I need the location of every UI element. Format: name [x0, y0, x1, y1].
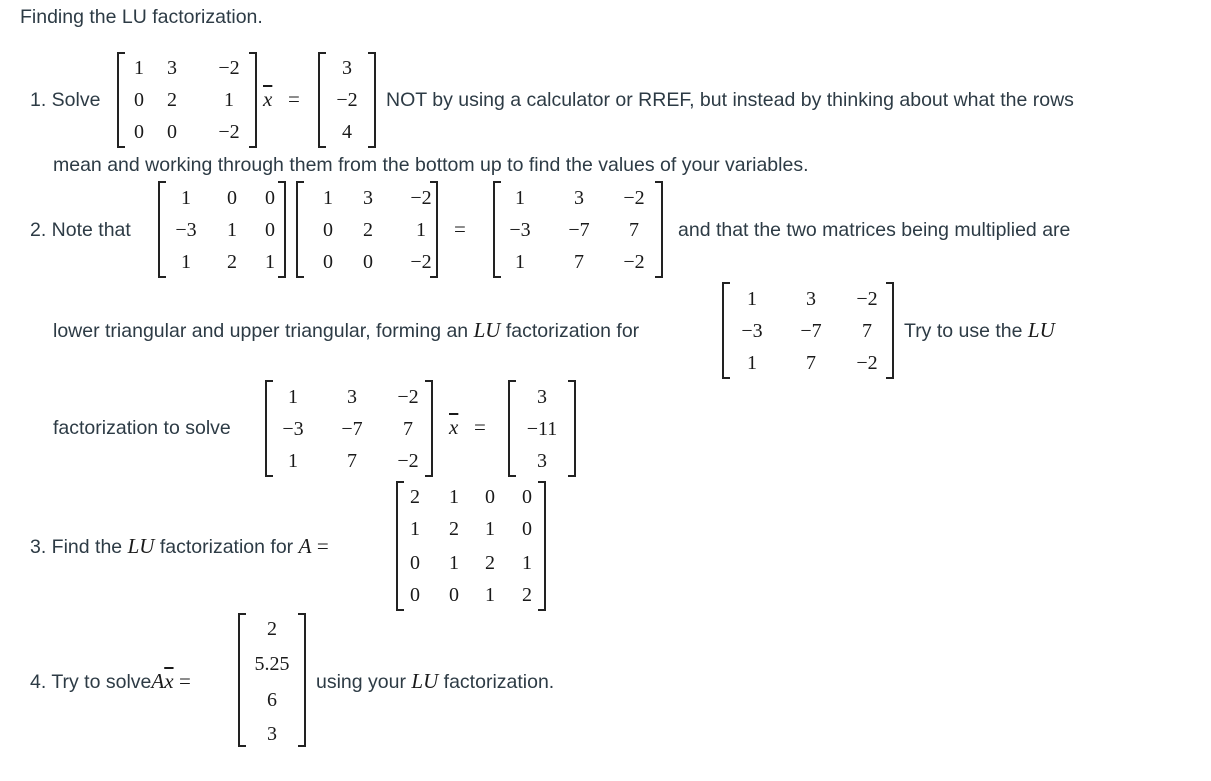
matrix-cell: 1 — [747, 288, 757, 310]
matrix-cell: 3 — [267, 723, 277, 745]
matrix-cell: −7 — [800, 320, 822, 342]
matrix-cell: 0 — [265, 219, 275, 241]
q4-text-post: using your LU factorization. — [316, 669, 555, 693]
q2-text-d: factorization to solve — [53, 417, 231, 439]
q4-text: 4. Try to $solveA\overline{x}$ = — [30, 669, 191, 693]
matrix-cell: 1 — [449, 486, 459, 508]
q1-text-a: NOT by using a calculator or RREF, but instead by thinking about what the rows — [386, 89, 1074, 111]
matrix-cell: −3 — [282, 418, 304, 440]
matrix-cell: 0 — [227, 187, 237, 209]
matrix-cell: −7 — [568, 219, 590, 241]
matrix-cell: 1 — [134, 57, 144, 79]
matrix-cell: 7 — [403, 418, 413, 440]
matrix-cell: 1 — [323, 187, 333, 209]
matrix-cell: 0 — [485, 486, 495, 508]
matrix-cell: 1 — [485, 584, 495, 606]
matrix-cell: −2 — [397, 450, 419, 472]
matrix-cell: 1 — [288, 450, 298, 472]
matrix-cell: −2 — [397, 386, 419, 408]
matrix-cell: −2 — [623, 187, 645, 209]
matrix-cell: 0 — [134, 89, 144, 111]
matrix-cell: −2 — [218, 121, 240, 143]
matrix-cell: 2 — [410, 486, 420, 508]
matrix-cell: 3 — [537, 386, 547, 408]
matrix-cell: 0 — [265, 187, 275, 209]
q1-x-vector: $\overline{x}$ — [263, 87, 273, 111]
matrix-cell: 1 — [449, 552, 459, 574]
matrix-cell: 0 — [449, 584, 459, 606]
matrix-cell: 3 — [363, 187, 373, 209]
matrix-cell: 2 — [167, 89, 177, 111]
matrix-cell: −3 — [741, 320, 763, 342]
matrix-cell: −2 — [623, 251, 645, 273]
q3-text: 3. Find the LU factorization for A = — [30, 534, 329, 558]
matrix-cell: 3 — [342, 57, 352, 79]
matrix-cell: −2 — [410, 251, 432, 273]
matrix-cell: 6 — [267, 689, 277, 711]
matrix-cell: 0 — [410, 552, 420, 574]
matrix-cell: 2 — [522, 584, 532, 606]
q3-matrix — [396, 481, 546, 611]
page-title: Finding the LU factorization. — [20, 6, 263, 28]
matrix-cell: 7 — [806, 352, 816, 374]
matrix-cell: 1 — [181, 251, 191, 273]
matrix-cell: −7 — [341, 418, 363, 440]
matrix-cell: 1 — [227, 219, 237, 241]
matrix-cell: 1 — [410, 518, 420, 540]
q2-text-a: and that the two matrices being multiplied are — [678, 219, 1071, 241]
matrix-cell: 5.25 — [254, 653, 290, 675]
q2-x-vector: $\overline{x}$ — [449, 415, 459, 439]
matrix-cell: 4 — [342, 121, 352, 143]
q2-equals: = — [454, 217, 466, 241]
matrix-cell: −2 — [856, 288, 878, 310]
matrix-cell: −3 — [175, 219, 197, 241]
matrix-cell: 1 — [224, 89, 234, 111]
matrix-cell: 0 — [522, 486, 532, 508]
matrix-cell: 7 — [347, 450, 357, 472]
matrix-cell: 2 — [267, 618, 277, 640]
matrix-cell: 1 — [515, 187, 525, 209]
matrix-cell: 3 — [347, 386, 357, 408]
matrix-cell: 1 — [265, 251, 275, 273]
matrix-cell: 2 — [227, 251, 237, 273]
q4-rhs-vector — [238, 613, 306, 747]
q2-number: 2. Note that — [30, 219, 131, 241]
matrix-cell: 1 — [485, 518, 495, 540]
matrix-cell: −2 — [856, 352, 878, 374]
q2-product-matrix — [493, 181, 663, 278]
q2-solve-matrix — [265, 380, 433, 477]
matrix-cell: 1 — [747, 352, 757, 374]
q2-product-matrix-repeat — [722, 282, 894, 379]
q1-text-b: mean and working through them from the bottom up to find the values of your variables. — [53, 154, 809, 176]
matrix-cell: 1 — [181, 187, 191, 209]
matrix-cell: 0 — [167, 121, 177, 143]
q2-text-c: Try to use the LU — [904, 318, 1055, 342]
matrix-cell: 2 — [449, 518, 459, 540]
matrix-cell: 2 — [485, 552, 495, 574]
matrix-cell: 0 — [134, 121, 144, 143]
matrix-cell: 3 — [574, 187, 584, 209]
q2-equals-2: = — [474, 415, 486, 439]
q1-number: 1. Solve — [30, 89, 101, 111]
matrix-cell: 7 — [862, 320, 872, 342]
matrix-cell: 7 — [574, 251, 584, 273]
q1-rhs-vector — [318, 52, 376, 148]
matrix-cell: −2 — [336, 89, 358, 111]
matrix-cell: 1 — [522, 552, 532, 574]
matrix-cell: −2 — [410, 187, 432, 209]
matrix-cell: −11 — [526, 418, 558, 440]
matrix-cell: 1 — [288, 386, 298, 408]
matrix-cell: 0 — [410, 584, 420, 606]
matrix-cell: −2 — [218, 57, 240, 79]
matrix-cell: 2 — [363, 219, 373, 241]
q1-equals: = — [288, 87, 300, 111]
matrix-cell: 3 — [537, 450, 547, 472]
q2-rhs-vector — [508, 380, 576, 477]
q2-upper-matrix — [296, 181, 438, 278]
matrix-cell: 1 — [416, 219, 426, 241]
matrix-cell: 0 — [323, 251, 333, 273]
matrix-cell: −3 — [509, 219, 531, 241]
matrix-cell: 3 — [806, 288, 816, 310]
q1-coefficient-matrix — [117, 52, 257, 148]
matrix-cell: 3 — [167, 57, 177, 79]
q2-lower-matrix — [158, 181, 286, 278]
matrix-cell: 0 — [522, 518, 532, 540]
matrix-cell: 1 — [515, 251, 525, 273]
matrix-cell: 0 — [323, 219, 333, 241]
q2-text-b: lower triangular and upper triangular, forming an LU factorization for — [53, 318, 640, 342]
matrix-cell: 0 — [363, 251, 373, 273]
matrix-cell: 7 — [629, 219, 639, 241]
